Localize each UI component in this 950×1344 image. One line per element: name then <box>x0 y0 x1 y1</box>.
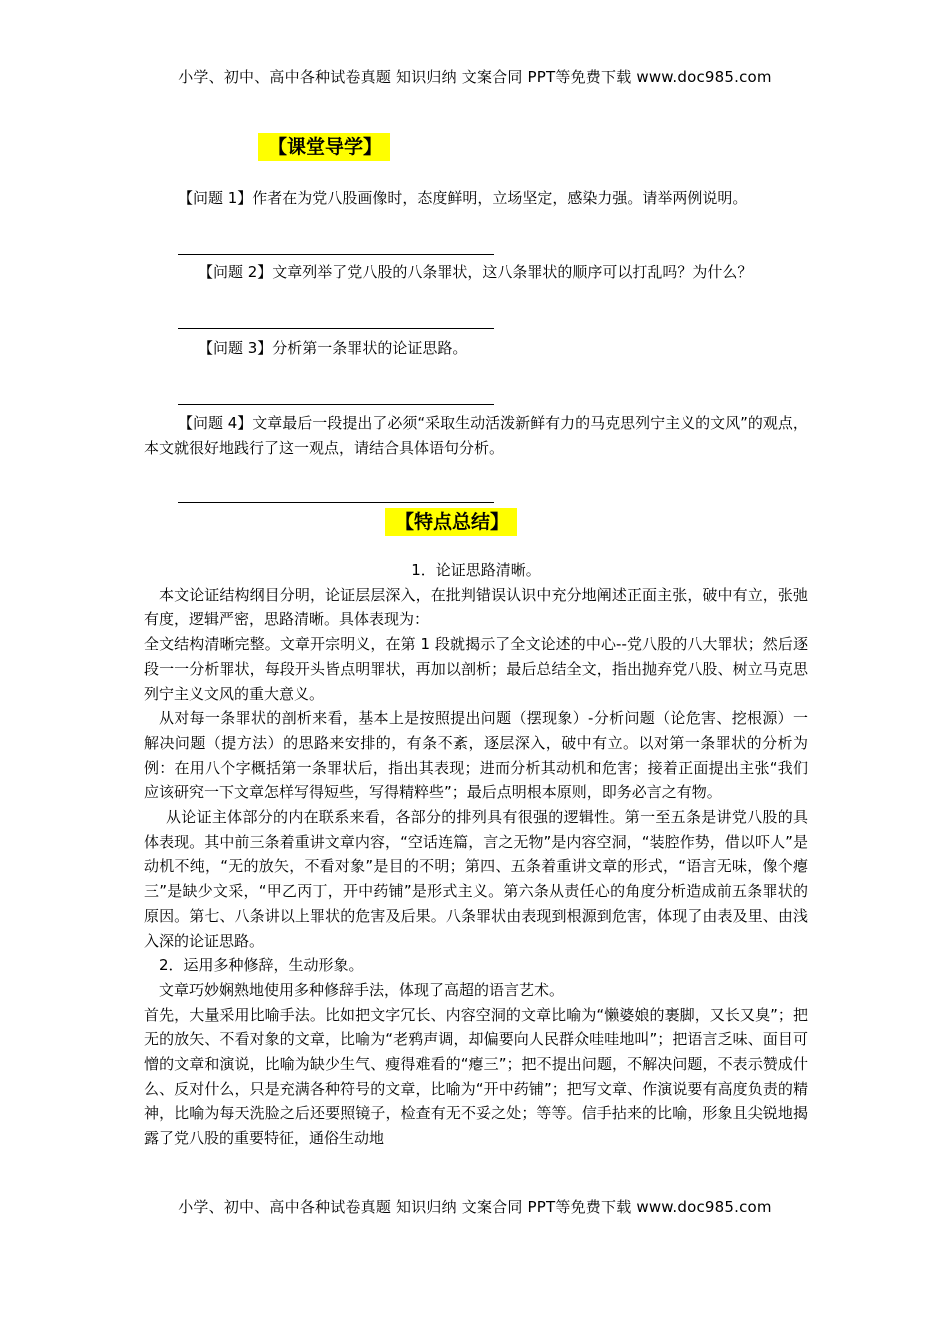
question-3: 【问题 3】分析第一条罪状的论证思路。 <box>198 339 468 357</box>
section-title-summary: 【特点总结】 <box>385 508 517 536</box>
page-footer: 小学、初中、高中各种试卷真题 知识归纳 文案合同 PPT等免费下载 www.doc985.com <box>178 1198 772 1216</box>
answer-line-2 <box>178 328 494 329</box>
answer-line-4 <box>178 502 494 503</box>
heading-point-2: 2．运用多种修辞，生动形象。 <box>159 956 364 975</box>
paragraph: 本文论证结构纲目分明，论证层层深入，在批判错误认识中充分地阐述正面主张，破中有立，张弛有度，逻辑严密，思路清晰。具体表现为： <box>144 585 808 629</box>
summary-body <box>144 558 808 1151</box>
section-title-guide: 【课堂导学】 <box>258 133 390 161</box>
paragraph: 全文结构清晰完整。文章开宗明义，在第 1 段就揭示了全文论述的中心--党八股的八大罪状；然后逐段一一分析罪状，每段开头皆点明罪状，再加以剖析；最后总结全文，指出抛弃党八股、树立马克思列宁主义文风的重大意义。 <box>144 635 808 703</box>
page-header: 小学、初中、高中各种试卷真题 知识归纳 文案合同 PPT等免费下载 www.doc985.com <box>178 68 772 86</box>
heading-point-1: 1．论证思路清晰。 <box>411 561 541 579</box>
question-2: 【问题 2】文章列举了党八股的八条罪状，这八条罪状的顺序可以打乱吗？为什么？ <box>198 263 753 281</box>
question-4: 【问题 4】文章最后一段提出了必须“采取生动活泼新鲜有力的马克思列宁主义的文风”的观点，本文就很好地践行了这一观点，请结合具体语句分析。 <box>144 414 808 457</box>
question-1: 【问题 1】作者在为党八股画像时，态度鲜明，立场坚定，感染力强。请举两例说明。 <box>178 189 748 207</box>
answer-line-1 <box>178 254 494 255</box>
paragraph: 从对每一条罪状的剖析来看，基本上是按照提出问题（摆现象）-分析问题（论危害、挖根源）一解决问题（提方法）的思路来安排的，有条不紊，逐层深入，破中有立。以对第一条罪状的分析为例：在用八个字概括第一条罪状后，指出其表现；进而分析其动机和危害；接着正面提出主张“我们应该研究一下文章怎样写得短些，写得精粹些”；最后点明根本原则，即务必言之有物。 <box>144 709 808 802</box>
paragraph: 文章巧妙娴熟地使用多种修辞手法，体现了高超的语言艺术。 <box>159 980 565 999</box>
paragraph: 从论证主体部分的内在联系来看，各部分的排列具有很强的逻辑性。第一至五条是讲党八股的具体表现。其中前三条着重讲文章内容，“空话连篇，言之无物”是内容空洞，“装腔作势，借以吓人”是动机不纯，“无的放矢，不看对象”是目的不明；第四、五条着重讲文章的形式，“语言无味，像个瘪三”是缺少文采，“甲乙丙丁，开中药铺”是形式主义。第六条从责任心的角度分析造成前五条罪状的原因。第七、八条讲以上罪状的危害及后果。八条罪状由表现到根源到危害，体现了由表及里、由浅入深的论证思路。 <box>144 808 808 950</box>
answer-line-3 <box>178 404 494 405</box>
paragraph: 首先，大量采用比喻手法。比如把文字冗长、内容空洞的文章比喻为“懒婆娘的裹脚，又长又臭”；把无的放矢、不看对象的文章，比喻为“老鸦声调，却偏要向人民群众哇哇地叫”；把语言乏味、面目可憎的文章和演说，比喻为缺少生气、瘦得难看的“瘪三”；把不提出问题，不解决问题，不表示赞成什么、反对什么，只是充满各种符号的文章，比喻为“开中药铺”；把写文章、作演说要有高度负责的精神，比喻为每天洗脸之后还要照镜子，检查有无不妥之处；等等。信手拈来的比喻，形象且尖锐地揭露了党八股的重要特征，通俗生动地 <box>144 1005 808 1148</box>
